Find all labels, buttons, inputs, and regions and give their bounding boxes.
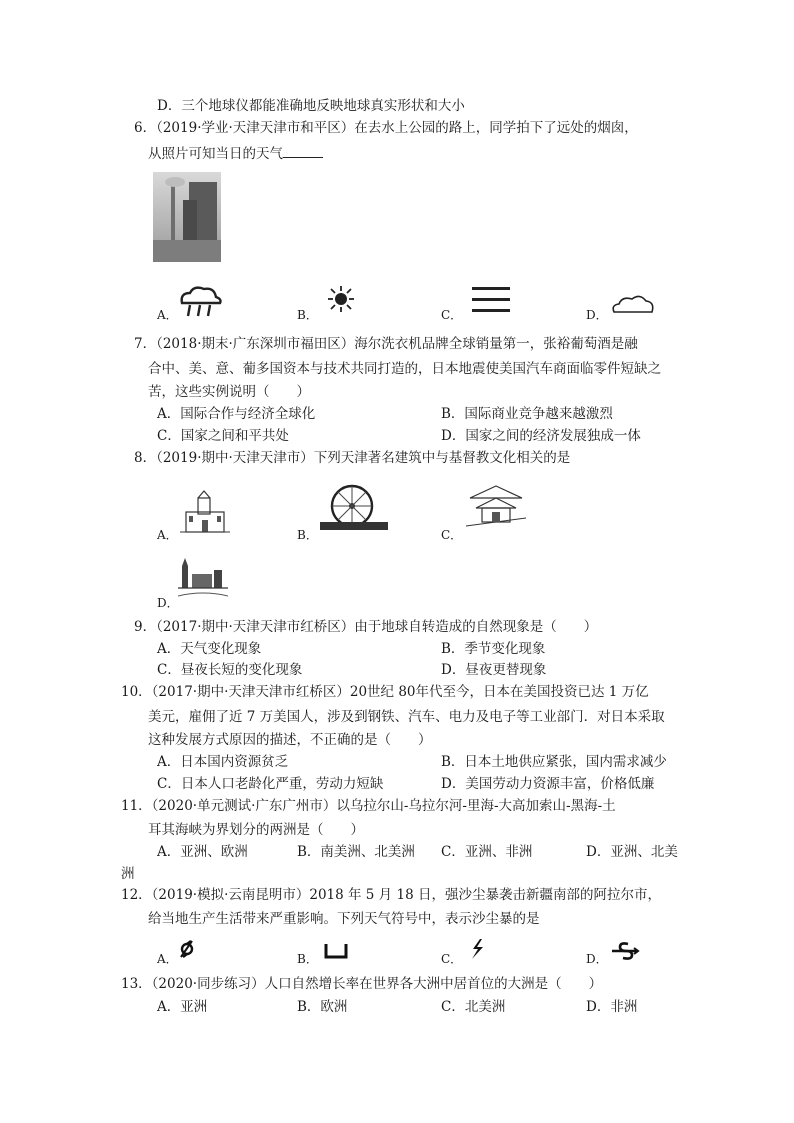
- q13-option-b: B．欧洲: [297, 999, 348, 1015]
- q10-stem-line3: 这种发展方式原因的描述，不正确的是（ ）: [148, 732, 432, 748]
- q9-option-b: B．季节变化现象: [441, 641, 546, 657]
- q6-label-d: D．: [586, 308, 608, 322]
- q6-stem-line2: [148, 143, 323, 164]
- q13-option-a: A．亚洲: [157, 999, 208, 1015]
- q8-label-d: D．: [157, 596, 179, 610]
- q6-stem-text: 从照片可知当日的天气: [148, 146, 283, 162]
- ferris-wheel-image: [320, 484, 388, 536]
- q6-label-b: B．: [297, 308, 318, 322]
- q9-stem: 9．（2017·期中·天津天津市红桥区）由于地球自转造成的自然现象是（ ）: [134, 619, 598, 635]
- q7-option-c: C．国家之间和平共处: [157, 428, 289, 444]
- q5-option-d: D．三个地球仪都能准确地反映地球真实形状和大小: [157, 98, 465, 114]
- q11-stem-line2: 耳其海峡为界划分的两洲是（ ）: [148, 822, 364, 838]
- q12-label-a: A．: [157, 952, 178, 966]
- q11-option-c: C．亚洲、非洲: [441, 844, 533, 860]
- q10-option-d: D．美国劳动力资源丰富，价格低廉: [441, 776, 655, 792]
- q7-stem-line2: 合中、美、意、葡多国资本与技术共同打造的，日本地震使美国汽车商面临零件短缺之: [148, 361, 661, 377]
- q6-label-a: A．: [157, 308, 178, 322]
- q7-option-b: B．国际商业竞争越来越激烈: [441, 406, 613, 422]
- sandstorm-symbol-icon: [610, 940, 640, 966]
- pagoda-building-image: [466, 484, 526, 532]
- rain-icon: [176, 285, 224, 323]
- answer-blank: [283, 143, 323, 158]
- q11-option-b: B．南美洲、北美洲: [297, 844, 415, 860]
- q12-stem-line2: 给当地生产生活带来严重影响。下列天气符号中，表示沙尘暴的是: [148, 911, 540, 927]
- q8-stem: 8．（2019·期中·天津天津市）下列天津著名建筑中与基督教文化相关的是: [134, 450, 571, 466]
- q7-option-d: D．国家之间的经济发展独成一体: [441, 428, 641, 444]
- q9-option-a: A．天气变化现象: [157, 641, 262, 657]
- q11-option-d: D．亚洲、北美: [586, 844, 678, 860]
- q9-option-c: C．昼夜长短的变化现象: [157, 662, 303, 678]
- q12-label-d: D．: [586, 952, 608, 966]
- q8-label-c: C．: [441, 528, 463, 542]
- q6-label-c: C．: [441, 308, 463, 322]
- q8-label-a: A．: [157, 528, 178, 542]
- q12-stem-line1: 12．（2019·模拟·云南昆明市）2018 年 5 月 18 日，强沙尘暴袭击新疆南部的阿拉尔市，: [121, 887, 661, 903]
- typhoon-symbol-icon: [177, 938, 197, 964]
- chimney-smog-photo: [153, 172, 221, 262]
- q9-option-d: D．昼夜更替现象: [441, 662, 547, 678]
- q10-option-a: A．日本国内资源贫乏: [157, 754, 289, 770]
- thunder-symbol-icon: [468, 938, 486, 964]
- q13-stem: 13．（2020·同步练习）人口自然增长率在世界各大洲中居首位的大洲是（ ）: [121, 976, 603, 992]
- q11-option-d-wrap: 洲: [121, 866, 135, 882]
- q10-option-b: B．日本土地供应紧张，国内需求减少: [441, 754, 667, 770]
- q8-label-b: B．: [297, 528, 318, 542]
- q7-stem-line3: 苦，这些实例说明（ ）: [148, 384, 310, 400]
- frost-symbol-icon: [324, 942, 348, 964]
- q13-option-c: C．北美洲: [441, 999, 506, 1015]
- q11-option-a: A．亚洲、欧洲: [157, 844, 248, 860]
- q13-option-d: D．非洲: [586, 999, 638, 1015]
- church-building-image: [180, 490, 230, 538]
- q10-stem-line2: 美元，雇佣了近 7 万美国人，涉及到钢铁、汽车、电力及电子等工业部门．对日本采取: [148, 709, 665, 725]
- q12-label-c: C．: [441, 952, 463, 966]
- q7-stem-line1: 7．（2018·期末·广东深圳市福田区）海尔洗衣机品牌全球销量第一，张裕葡萄酒是融: [134, 336, 638, 352]
- q12-label-b: B．: [297, 952, 318, 966]
- cloud-icon: [610, 293, 656, 319]
- q6-stem-line1: 6．（2019·学业·天津天津市和平区）在去水上公园的路上，同学拍下了远处的烟囱，: [134, 120, 638, 136]
- fog-icon: [472, 286, 510, 318]
- sun-icon: [327, 285, 355, 317]
- city-skyline-image: [178, 556, 228, 606]
- q10-stem-line1: 10．（2017·期中·天津天津市红桥区）20世纪 80年代至今，日本在美国投资已达 1 万亿: [121, 684, 649, 700]
- q7-option-a: A．国际合作与经济全球化: [157, 406, 316, 422]
- q10-option-c: C．日本人口老龄化严重，劳动力短缺: [157, 776, 384, 792]
- q11-stem-line1: 11．（2020·单元测试·广东广州市）以乌拉尔山-乌拉尔河-里海-大高加索山-黑海-土: [121, 798, 616, 814]
